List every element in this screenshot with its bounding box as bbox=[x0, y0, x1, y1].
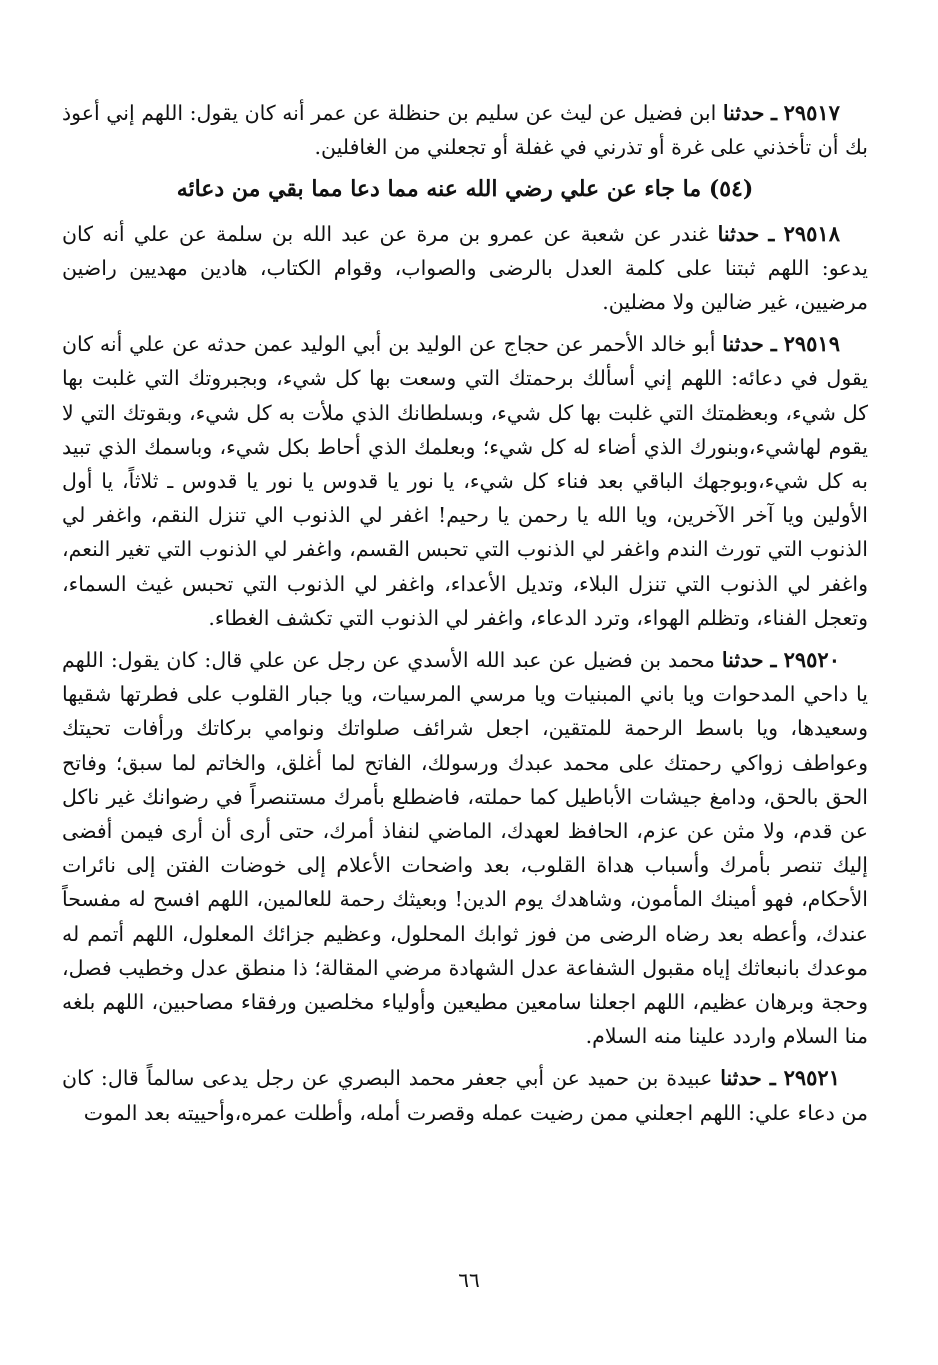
hadith-29519 bbox=[62, 327, 868, 635]
hadith-lead: حدثنا bbox=[722, 332, 764, 357]
hadith-text: ابن فضيل عن ليث عن سليم بن حنظلة عن عمر أنه كان يقول: اللهم إني أعوذ بك أن تأخذني على غرة أو تذرني في غفلة أو تجعلني من الغافلين. bbox=[62, 101, 868, 160]
page-number: ٦٦ bbox=[458, 1268, 480, 1292]
hadith-29518 bbox=[62, 217, 868, 320]
dash: ـ bbox=[771, 101, 778, 125]
hadith-number: ٢٩٥٢٠ bbox=[783, 647, 840, 673]
hadith-number: ٢٩٥١٩ bbox=[783, 331, 840, 357]
hadith-lead: حدثنا bbox=[722, 101, 765, 125]
hadith-lead: حدثنا bbox=[717, 221, 760, 246]
hadith-lead: حدثنا bbox=[721, 648, 764, 673]
hadith-text: محمد بن فضيل عن عبد الله الأسدي عن رجل عن علي قال: كان يقول: اللهم يا داحي المدحوات ويا باني المبنيات ويا مرسي المرسيات، ويا جبار القلوب على فطرتها شقيها وسعيدها، ويا باسط الرحمة للمتقين، اجعل شرائف صلواتك ونوامي بركاتك ورأفات تحيتك وعواطف زواكي رحمتك على محمد عبدك ورسولك، الفاتح لما أغلق، والخاتم لما سبق؛ وفاتح الحق بالحق، ودامغ جيشات الأباطيل كما حملته، فاضطلع بأمرك مستنصراً في رضوانك غير ناكل عن قدم، ولا مثن عن عزم، الحافظ لعهدك، الماضي لنفاذ أمرك، حتى أرى أن أرى فيمن أفضى إليك تنصر بأمرك وأسباب هداة القلوب، بعد واضحات الأعلام إلى خوضات الفتن إلى نائرات الأحكام، فهو أمينك المأمون، وشاهدك يوم الدين! وبعيثك رحمة للعالمين، اللهم افسح له مفسحاً عندك، وأعطه بعد رضاه الرضى من فوز ثوابك المحلول، وعظيم جزائك المعلول، اللهم أتمم له موعدك بانبعاثك إياه مقبول الشفاعة عدل الشهادة مرضي المقالة؛ ذا منطق عدل وخطيب فصل، وحجة وبرهان عظيم، اللهم اجعلنا سامعين مطيعين وأولياء مخلصين ورفقاء مصاحبين، اللهم بلغه منا السلام واردد علينا منه السلام. bbox=[62, 648, 869, 1049]
hadith-number: ٢٩٥١٨ bbox=[783, 220, 840, 246]
dash: ـ bbox=[770, 648, 777, 673]
hadith-text: غندر عن شعبة عن عمرو بن مرة عن عبد الله بن سلمة عن علي أنه كان يدعو: اللهم ثبتنا على كلمة العدل بالرضى والصواب، وقوام الكتاب، هادين مهديين راضين مرضيين، غير ضالين ولا مضلين. bbox=[62, 221, 868, 315]
dash: ـ bbox=[768, 221, 775, 246]
section-heading: (٥٤) ما جاء عن علي رضي الله عنه مما دعا مما بقي من دعائه bbox=[176, 176, 754, 203]
hadith-text: أبو خالد الأحمر عن حجاج عن الوليد بن أبي الوليد عمن حدثه عن علي أنه كان يقول في دعائه: اللهم إني أسألك برحمتك التي وسعت بها كل شيء، وبجبروتك التي غلبت بها كل شيء، وبعظمتك التي غلبت بها كل شيء، وبسلطانك الذي ملأت به كل شيء، وبقوتك التي لا يقوم لهاشيء،وبنورك الذي أضاء له كل شيء؛ وبعلمك الذي أحاط بكل شيء، وباسمك الذي تبيد به كل شيء،وبوجهك الباقي بعد فناء كل شيء، يا نور يا قدوس يا نور يا قدوس ـ ثلاثاً، يا أول الأولين ويا آخر الآخرين، ويا الله يا رحمن يا رحيم! اغفر لي الذنوب الي تنزل النقم، واغفر لي الذنوب التي تورث الندم واغفر لي الذنوب التي تحبس القسم، واغفر لي الذنوب التي تغير النعم، واغفر لي الذنوب التي تنزل البلاء، وتديل الأعداء، واغفر لي الذنوب التي تحبس غيث السماء، وتعجل الفناء، وتظلم الهواء، وترد الدعاء، واغفر لي الذنوب التي تكشف الغطاء. bbox=[62, 332, 868, 630]
hadith-29521 bbox=[62, 1061, 868, 1129]
hadith-29517 bbox=[62, 96, 868, 164]
dash: ـ bbox=[770, 332, 777, 357]
hadith-number: ٢٩٥١٧ bbox=[783, 100, 840, 125]
hadith-number: ٢٩٥٢١ bbox=[783, 1065, 840, 1091]
hadith-lead: حدثنا bbox=[720, 1066, 762, 1091]
dash: ـ bbox=[769, 1066, 776, 1091]
hadith-29520 bbox=[62, 643, 868, 1053]
document-body bbox=[62, 96, 868, 1138]
hadith-text: عبيدة بن حميد عن أبي جعفر محمد البصري عن رجل يدعى سالماً قال: كان من دعاء علي: اللهم اجعلني ممن رضيت عمله وقصرت أمله، وأطلت عمره،وأحييته بعد الموت bbox=[62, 1066, 868, 1125]
